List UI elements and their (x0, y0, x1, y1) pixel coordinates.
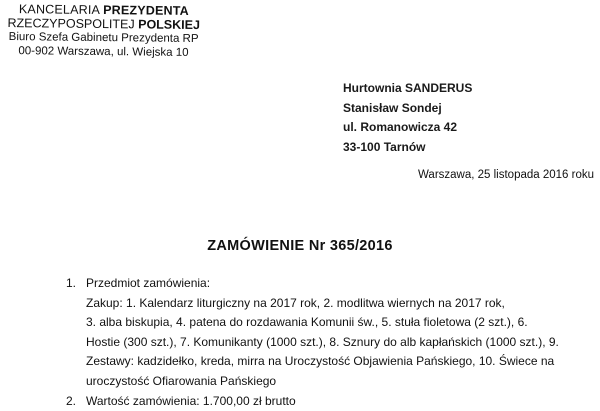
order-item-2 (66, 392, 559, 411)
item-label: Przedmiot zamówienia: (86, 276, 211, 290)
sender-line-4: 00-902 Warszawa, ul. Wiejska 10 (18, 45, 189, 59)
document-title: ZAMÓWIENIE Nr 365/2016 (207, 238, 393, 254)
recipient-name: Hurtownia SANDERUS (343, 81, 473, 95)
item-detail-line: Zakup: 1. Kalendarz liturgiczny na 2017 rok, 2. modlitwa wiernych na 2017 rok, (86, 295, 505, 310)
item-detail-line: Zestawy: kadzidełko, kreda, mirra na Uroczystość Objawienia Pańskiego, 10. Świece na (86, 354, 555, 369)
document-date: Warszawa, 25 listopada 2016 roku (418, 169, 595, 181)
item-detail-line: Hostie (300 szt.), 7. Komunikanty (1000 szt.), 8. Sznury do alb kapłańskich (1000 szt.), 9. (86, 334, 559, 349)
recipient-street: ul. Romanowicza 42 (343, 120, 458, 134)
recipient-city: 33-100 Tarnów (343, 139, 426, 154)
item-number: 1. (66, 276, 77, 290)
sender-line-3: Biuro Szefa Gabinetu Prezydenta RP (8, 31, 199, 46)
sender-header (3, 2, 204, 60)
order-item-1 (66, 274, 559, 392)
order-items-list (66, 274, 559, 411)
item-number: 2. (66, 393, 77, 408)
item-detail-line: 3. alba biskupia, 4. patena do rozdawania Komunii św., 5. stuła fioletowa (2 szt.), 6. (86, 315, 528, 330)
item-detail-line: uroczystość Ofiarowania Pańskiego (86, 373, 277, 388)
sender-line-1: KANCELARIA PREZYDENTA (18, 2, 189, 18)
sender-line-2: RZECZYPOSPOLITEJ POLSKIEJ (7, 16, 201, 33)
recipient-address (343, 79, 472, 157)
item-label: Wartość zamówienia: 1.700,00 zł brutto (86, 393, 296, 408)
recipient-person: Stanisław Sondej (343, 100, 442, 115)
